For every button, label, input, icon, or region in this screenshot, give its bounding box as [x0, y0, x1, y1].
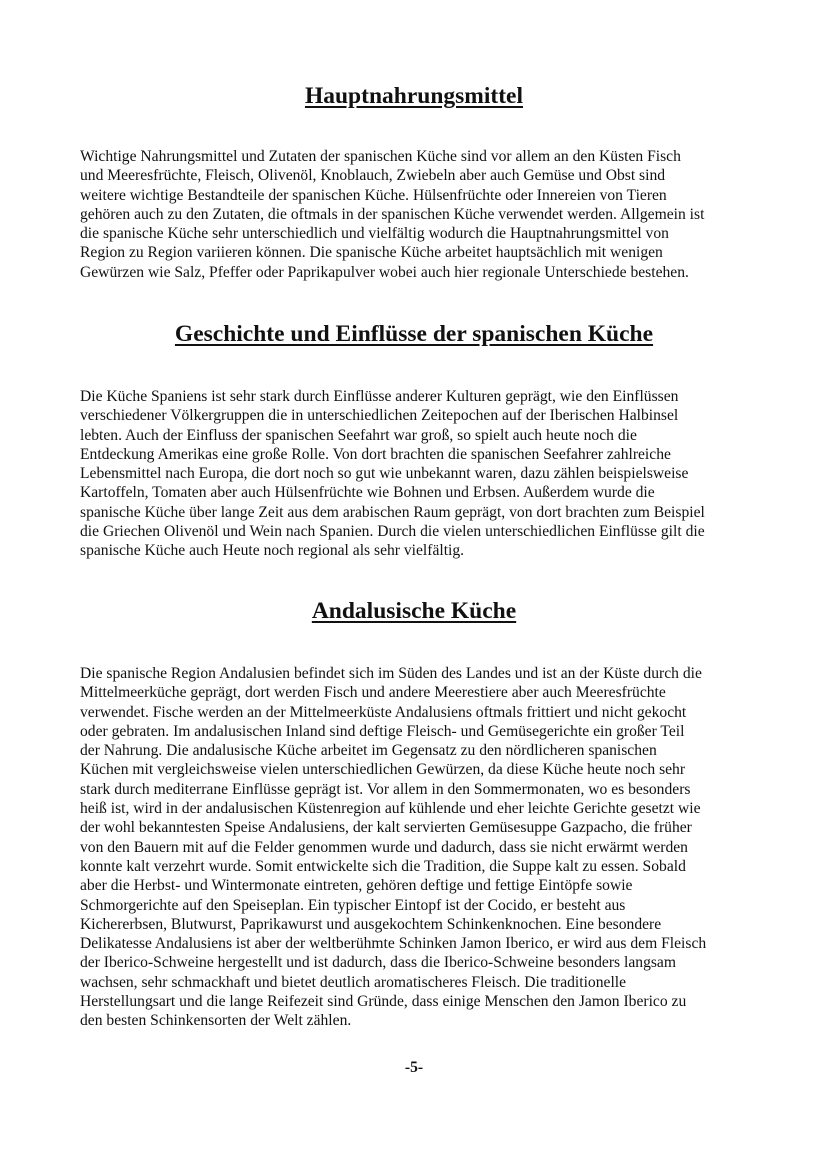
text-line: Gewürzen wie Salz, Pfeffer oder Paprikapulver wobei auch hier regionale Unterschiede bestehen. [80, 263, 689, 281]
text-line: Entdeckung Amerikas eine große Rolle. Von dort brachten die spanischen Seefahrer zahlreiche [80, 445, 671, 463]
text-line: Wichtige Nahrungsmittel und Zutaten der spanischen Küche sind vor allem an den Küsten Fisch [80, 148, 681, 165]
text-line: heiß ist, wird in der andalusischen Küstenregion auf kühlende und eher leichte Gerichte gesetzt wie [80, 800, 701, 818]
text-line: konnte kalt verzehrt wurde. Somit entwickelte sich die Tradition, die Suppe kalt zu essen. Sobald [80, 857, 686, 875]
heading-hauptnahrungsmittel: Hauptnahrungsmittel [304, 83, 524, 109]
text-line: Die Küche Spaniens ist sehr stark durch Einflüsse anderer Kulturen geprägt, wie den Einflüssen [80, 388, 679, 405]
text-line: stark durch mediterrane Einflüsse geprägt ist. Vor allem in den Sommermonaten, wo es besonders [80, 780, 691, 798]
text-line: Delikatesse Andalusiens ist aber der weltberühmte Schinken Jamon Iberico, er wird aus dem Fleisch [80, 935, 707, 953]
text-line: und Meeresfrüchte, Fleisch, Olivenöl, Knoblauch, Zwiebeln aber auch Gemüse und Obst sind [80, 167, 666, 185]
text-line: Region zu Region variieren können. Die spanische Küche arbeitet hauptsächlich mit wenigen [80, 244, 663, 262]
heading-andalusische-kueche: Andalusische Küche [311, 598, 517, 624]
heading-geschichte: Geschichte und Einflüsse der spanischen Küche [174, 321, 654, 347]
text-line: Lebensmittel nach Europa, die dort noch so gut wie unbekannt waren, dazu zählen beispielsweise [80, 465, 689, 483]
text-line: Herstellungsart und die lange Reifezeit sind Gründe, dass einige Menschen den Jamon Iberico zu [80, 993, 687, 1011]
text-line: verschiedener Völkergruppen die in unterschiedlichen Zeitepochen auf der Iberischen Halbinsel [80, 407, 679, 425]
text-line: wachsen, sehr schmackhaft und bietet deutlich aromatischeres Fleisch. Die traditionelle [80, 973, 627, 991]
text-line: die spanische Küche sehr unterschiedlich und vielfältig wodurch die Hauptnahrungsmittel von [80, 225, 669, 243]
page-number: -5- [404, 1059, 424, 1076]
text-line: aber die Herbst- und Wintermonate eintreten, gehören deftige und fettige Eintöpfe sowie [80, 877, 633, 895]
text-line: gehören auch zu den Zutaten, die oftmals in der spanischen Küche verwendet werden. Allgemein ist [80, 205, 705, 223]
text-line: weitere wichtige Bestandteile der spanischen Küche. Hülsenfrüchte oder Innereien von Tieren [80, 186, 667, 204]
text-line: Kichererbsen, Blutwurst, Paprikawurst und ausgekochtem Schinkenknochen. Eine besondere [80, 915, 662, 933]
text-line: den besten Schinkensorten der Welt zählen. [80, 1012, 352, 1030]
text-line: die Griechen Olivenöl und Wein nach Spanien. Durch die vielen unterschiedlichen Einflüsse gilt die [80, 523, 705, 541]
text-line: spanische Küche auch Heute noch regional als sehr vielfältig. [80, 542, 465, 560]
text-line: Mittelmeerküche geprägt, dort werden Fisch und andere Meerestiere aber auch Meeresfrüchte [80, 684, 666, 702]
text-line: Kartoffeln, Tomaten aber auch Hülsenfrüchte wie Bohnen und Erbsen. Außerdem wurde die [80, 484, 655, 502]
paragraph-geschichte [80, 387, 770, 561]
paragraph-andalusische-kueche [80, 664, 770, 1031]
text-line: der wohl bekanntesten Speise Andalusiens, der kalt servierten Gemüsesuppe Gazpacho, die früher [80, 819, 692, 837]
text-line: spanische Küche über lange Zeit aus dem arabischen Raum geprägt, von dort brachten zum Beispiel [80, 503, 705, 521]
text-line: der Iberico-Schweine hergestellt und ist dadurch, dass die Iberico-Schweine besonders langsam [80, 954, 676, 972]
text-line: oder gebraten. Im andalusischen Inland sind deftige Fleisch- und Gemüsegerichte ein großer Teil [80, 722, 685, 740]
text-line: der Nahrung. Die andalusische Küche arbeitet im Gegensatz zu den nördlicheren spanischen [80, 742, 657, 760]
text-line: Küchen mit vergleichsweise vielen unterschiedlichen Gewürzen, da diese Küche heute noch sehr [80, 761, 686, 779]
text-line: Die spanische Region Andalusien befindet sich im Süden des Landes und ist an der Küste durch die [80, 665, 702, 682]
paragraph-hauptnahrungsmittel [80, 147, 770, 282]
text-line: von den Bauern mit auf die Felder genommen wurde und dadurch, dass sie nicht erwärmt werden [80, 838, 688, 856]
text-line: Schmorgerichte auf den Speiseplan. Ein typischer Eintopf ist der Cocido, er besteht aus [80, 896, 626, 914]
text-line: lebten. Auch der Einfluss der spanischen Seefahrt war groß, so spielt auch heute noch die [80, 426, 637, 444]
text-line: verwendet. Fische werden an der Mittelmeerküste Andalusiens oftmals frittiert und nicht gekocht [80, 703, 687, 721]
